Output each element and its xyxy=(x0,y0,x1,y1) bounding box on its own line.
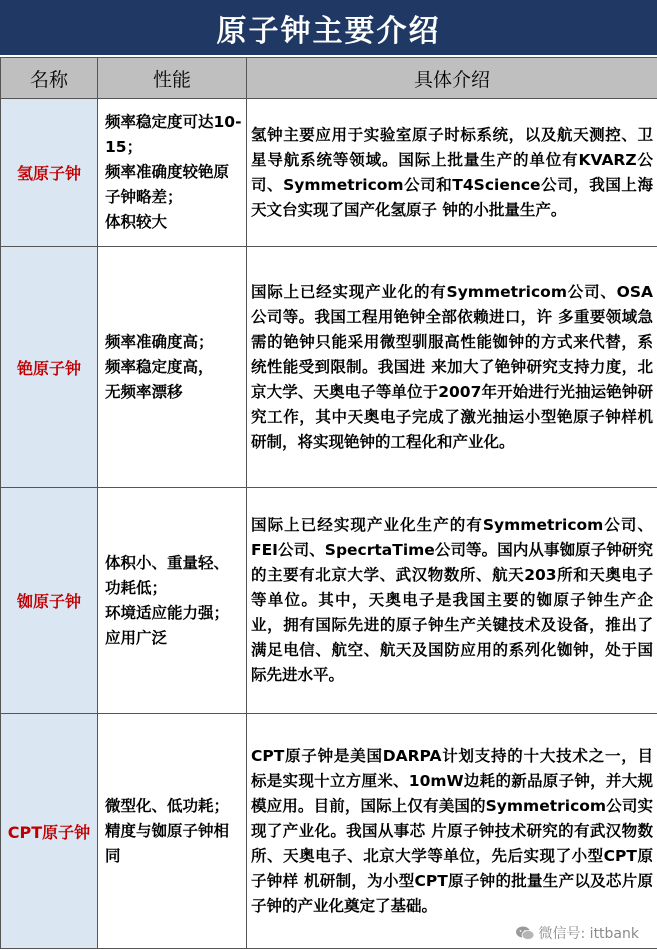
clock-name: CPT原子钟 xyxy=(1,714,98,949)
performance-text: 微型化、低功耗； 精度与铷原子钟相同 xyxy=(105,796,230,865)
header-name: 名称 xyxy=(1,58,98,99)
clock-name: 氢原子钟 xyxy=(1,99,98,247)
wechat-icon xyxy=(515,925,535,941)
description-text: 氢钟主要应用于实验室原子时标系统，以及航天测控、卫星导航系统等领域。国际上批量生产的单位有KVARZ公司、Symmetricom公司和T4Science公司，我国上海天文台实现了国产化氢原子 钟的小批量生产。 xyxy=(251,125,653,219)
table-row-hydrogen xyxy=(1,99,657,247)
clock-description xyxy=(247,247,657,488)
performance-text: 频率准确度高； 频率稳定度高， 无频率漂移 xyxy=(105,332,214,401)
table-row-cesium xyxy=(1,247,657,488)
clock-performance xyxy=(98,714,247,949)
clock-description xyxy=(247,488,657,714)
performance-text: 频率稳定度可达10-15； 频率准确度较铯原子钟略差； 体积较大 xyxy=(105,113,242,231)
wechat-watermark xyxy=(511,922,643,944)
header-description: 具体介绍 xyxy=(247,58,657,99)
table-row-rubidium xyxy=(1,488,657,714)
page-title: 原子钟主要介绍 xyxy=(0,0,657,57)
clock-performance xyxy=(98,99,247,247)
performance-text: 体积小、重量轻、功耗低； 环境适应能力强； 应用广泛 xyxy=(105,553,230,647)
clock-name: 铯原子钟 xyxy=(1,247,98,488)
clock-description xyxy=(247,714,657,949)
table-header-row xyxy=(1,58,657,99)
clock-table xyxy=(0,57,657,949)
table-row-cpt xyxy=(1,714,657,949)
clock-performance xyxy=(98,488,247,714)
watermark-text: 微信号: ittbank xyxy=(538,926,639,942)
description-text: CPT原子钟是美国DARPA计划支持的十大技术之一，目标是实现十立方厘米、10mW边耗的新品原子钟，并大规模应用。目前，国际上仅有美国的Symmetricom公司实现了产业化。我国从事芯 片原子钟技术研究的有武汉物数所、天奥电子、北京大学等单位，先后实现了小型CPT原子钟样 机研制，为小型CPT原子钟的批量生产以及芯片原子钟的产业化奠定了基础。 xyxy=(251,746,653,915)
header-performance: 性能 xyxy=(98,58,247,99)
clock-performance xyxy=(98,247,247,488)
description-text: 国际上已经实现产业化生产的有Symmetricom公司、FEI公司、SpecrtaTime公司等。国内从事铷原子钟研究的主要有北京大学、武汉物数所、航天203所和天奥电子等单位。其中，天奥电子是我国主要的铷原子钟生产企业，拥有国际先进的原子钟生产关键技术及设备，推出了满足电信、航空、航天及国防应用的系列化铷钟，处于国际先进水平。 xyxy=(251,516,653,684)
clock-name: 铷原子钟 xyxy=(1,488,98,714)
description-text: 国际上已经实现产业化的有Symmetricom公司、OSA公司等。我国工程用铯钟全部依赖进口，许 多重要领域急需的铯钟只能采用微型驯服高性能铷钟的方式来代替，系统性能受到限制。我国进 来加大了铯钟研究支持力度，北京大学、天奥电子等单位于2007年开始进行光抽运铯钟研究工作，其中天奥电子完成了激光抽运小型铯原子钟样机研制，将实现铯钟的工程化和产业化。 xyxy=(251,282,653,451)
clock-description xyxy=(247,99,657,247)
